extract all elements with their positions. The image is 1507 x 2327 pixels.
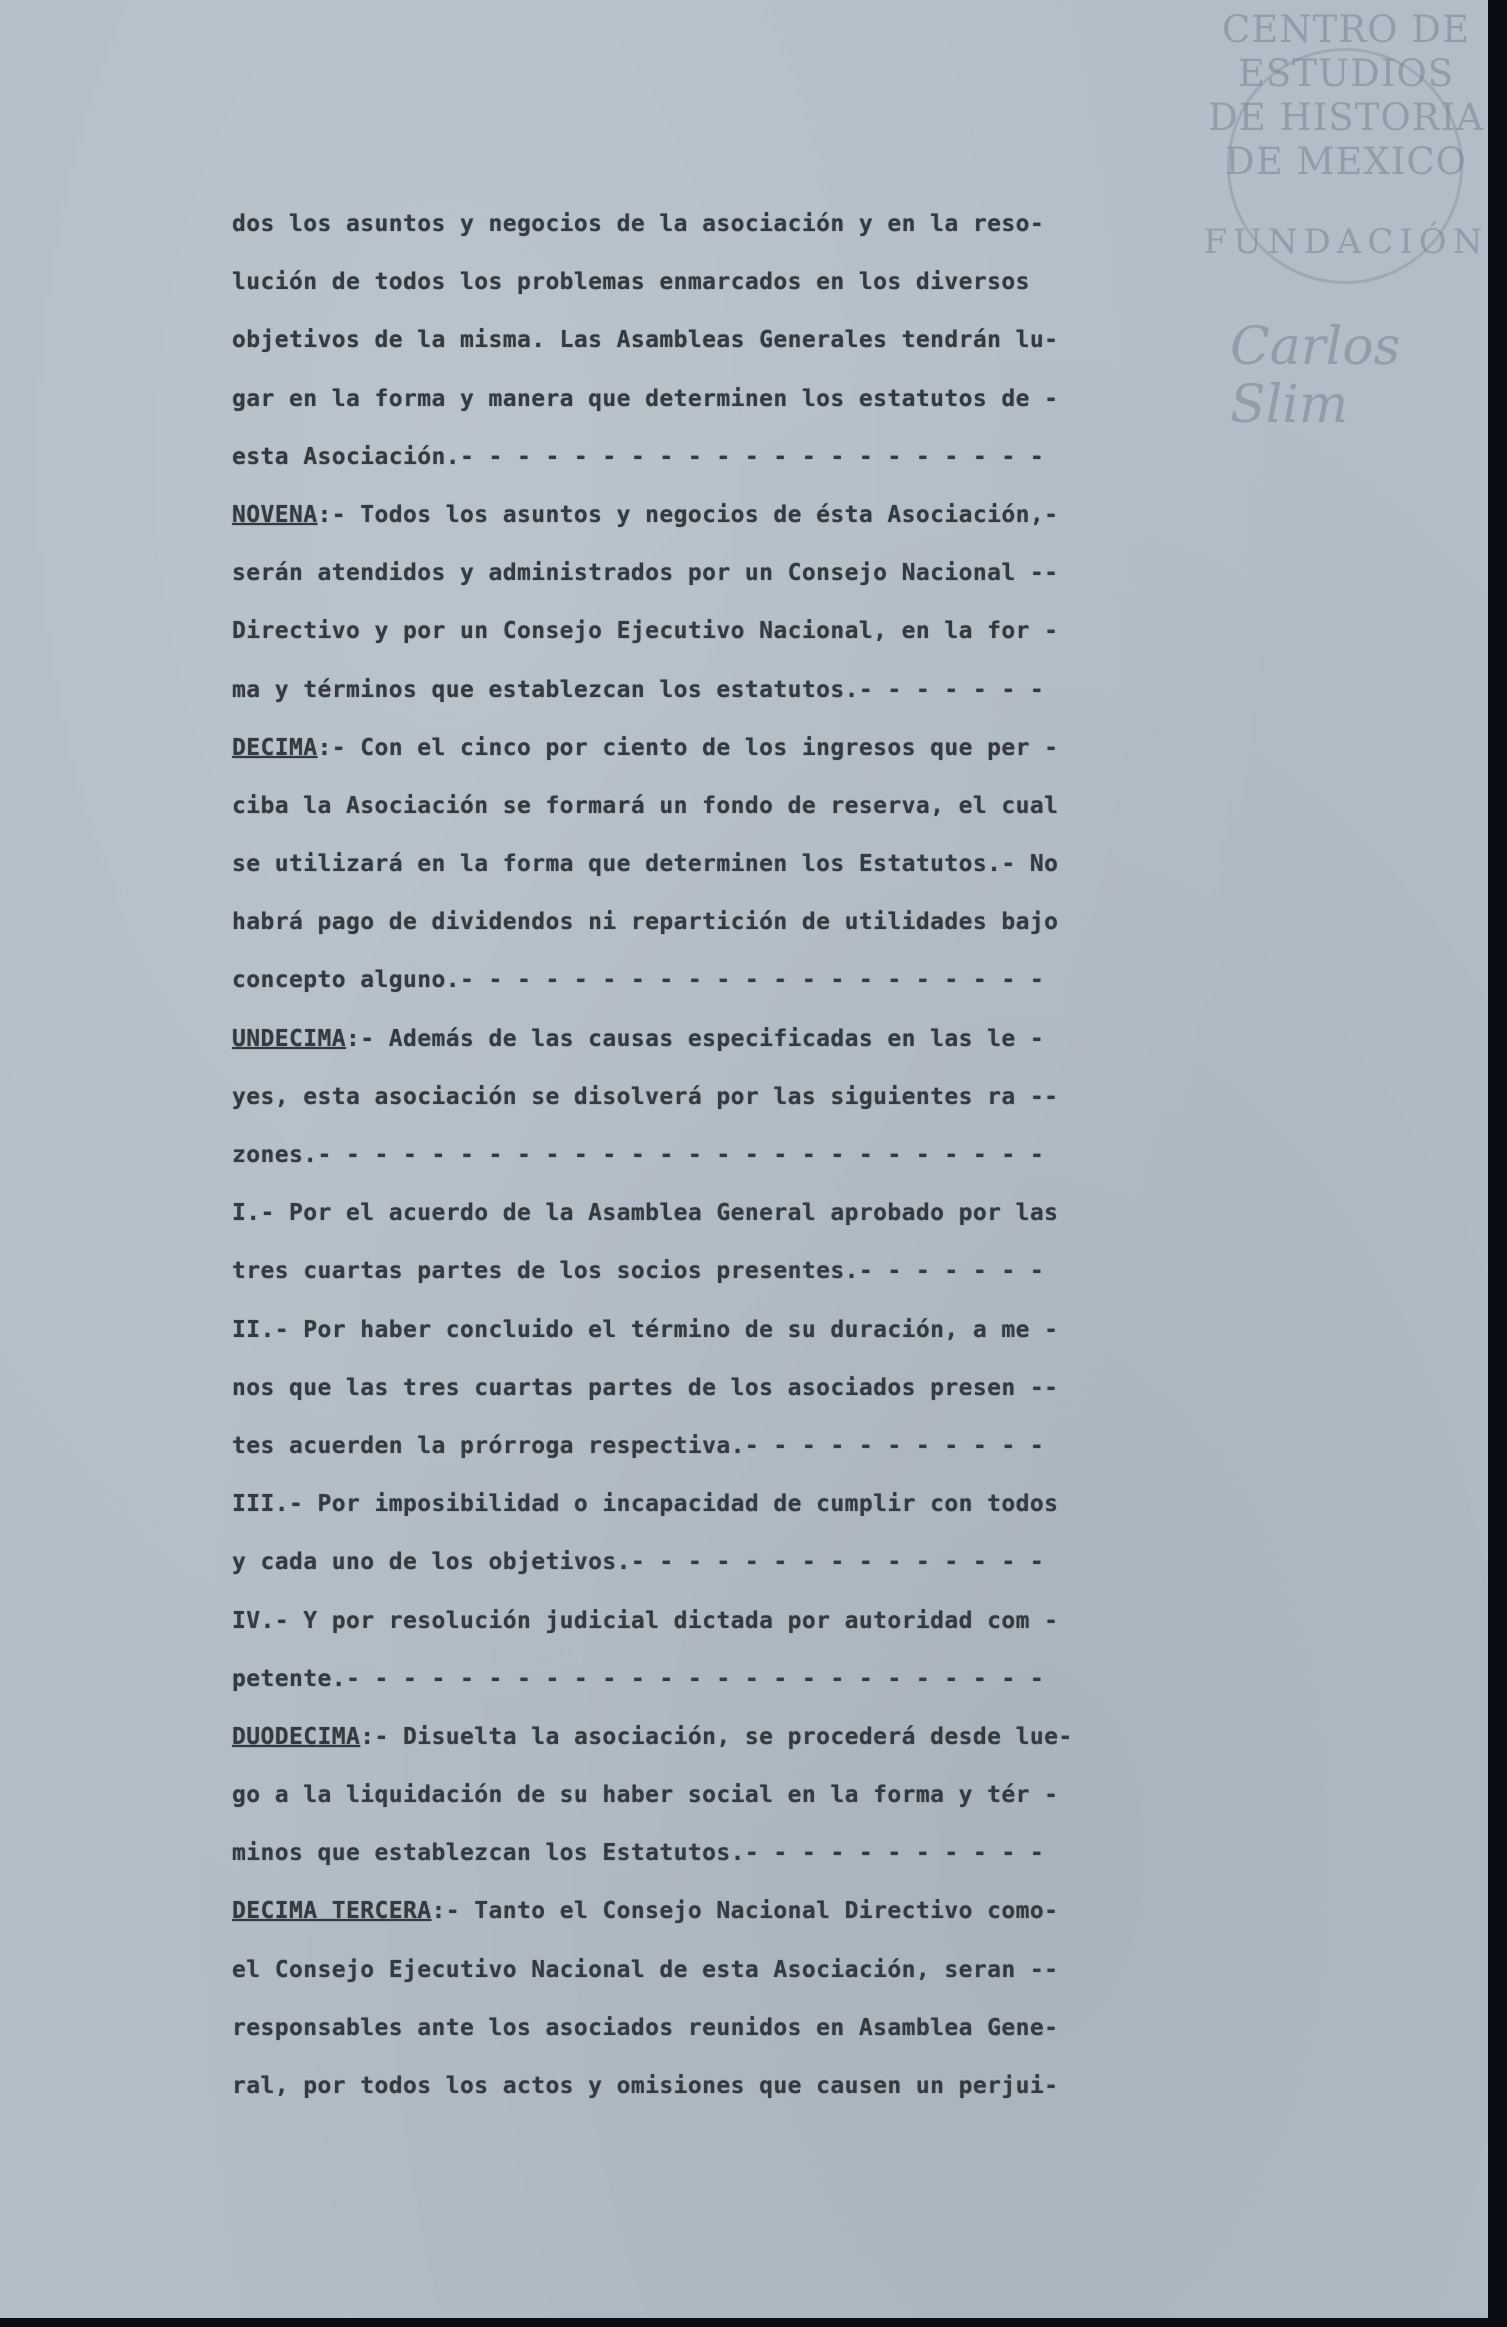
- text-line: [232, 1766, 1292, 1824]
- text-line: [232, 893, 1292, 951]
- text-line: [232, 1882, 1292, 1940]
- line-text: yes, esta asociación se disolverá por las siguientes ra --: [232, 1083, 1059, 1110]
- text-line: [232, 486, 1292, 544]
- text-line: [232, 1417, 1292, 1475]
- text-line: [232, 1126, 1292, 1184]
- text-line: [232, 1592, 1292, 1650]
- text-line: [232, 195, 1292, 253]
- line-text: ma y términos que establezcan los estatutos.- - - - - - -: [232, 676, 1045, 703]
- line-text: III.- Por imposibilidad o incapacidad de cumplir con todos: [232, 1491, 1059, 1518]
- watermark-signature: Carlos Slim: [1230, 317, 1401, 435]
- line-text: lución de todos los problemas enmarcados en los diversos: [232, 269, 1030, 296]
- text-line: [232, 1708, 1292, 1766]
- text-line: [232, 2057, 1292, 2115]
- text-line: [232, 1533, 1292, 1591]
- text-line: [232, 428, 1292, 486]
- line-text: :- Además de las causas especificadas en las le -: [345, 1025, 1045, 1052]
- text-line: [232, 544, 1292, 602]
- clause-heading: NOVENA: [232, 501, 318, 528]
- typed-text-body: [232, 195, 1292, 2115]
- text-line: [232, 1999, 1292, 2057]
- clause-heading: DUODECIMA: [232, 1723, 361, 1750]
- line-text: Directivo y por un Consejo Ejecutivo Nacional, en la for -: [232, 618, 1059, 645]
- text-line: [232, 1301, 1292, 1359]
- text-line: [232, 1475, 1292, 1533]
- line-text: dos los asuntos y negocios de la asociación y en la reso-: [232, 211, 1045, 237]
- line-text: concepto alguno.- - - - - - - - - - - - - - - - - - - - -: [232, 967, 1045, 994]
- text-line: [232, 835, 1292, 893]
- line-text: minos que establezcan los Estatutos.- - - - - - - - - - -: [232, 1840, 1045, 1867]
- line-text: ciba la Asociación se formará un fondo de reserva, el cual: [232, 792, 1059, 819]
- line-text: :- Todos los asuntos y negocios de ésta Asociación,-: [317, 501, 1059, 528]
- watermark-line-3: DE HISTORIA: [1208, 96, 1484, 139]
- line-text: y cada uno de los objetivos.- - - - - - - - - - - - - - -: [232, 1549, 1045, 1576]
- line-text: nos que las tres cuartas partes de los asociados presen --: [232, 1374, 1059, 1401]
- line-text: I.- Por el acuerdo de la Asamblea General aprobado por las: [232, 1200, 1059, 1227]
- watermark-line-4: DE MEXICO: [1225, 140, 1467, 183]
- line-text: zones.- - - - - - - - - - - - - - - - - - - - - - - - - -: [232, 1142, 1045, 1168]
- line-text: go a la liquidación de su haber social en la forma y tér -: [232, 1782, 1059, 1809]
- line-text: :- Tanto el Consejo Nacional Directivo como-: [431, 1898, 1059, 1925]
- line-text: tes acuerden la prórroga respectiva.- - - - - - - - - - -: [232, 1432, 1045, 1459]
- text-line: [232, 777, 1292, 835]
- text-line: [232, 951, 1292, 1009]
- line-text: objetivos de la misma. Las Asambleas Generales tendrán lu-: [232, 327, 1059, 354]
- clause-heading: UNDECIMA: [232, 1025, 346, 1052]
- text-line: [232, 1359, 1292, 1417]
- text-line: [232, 1184, 1292, 1242]
- line-text: tres cuartas partes de los socios presentes.- - - - - - -: [232, 1258, 1045, 1285]
- line-text: :- Con el cinco por ciento de los ingresos que per -: [317, 734, 1059, 761]
- watermark-line-2: ESTUDIOS: [1237, 52, 1455, 95]
- line-text: el Consejo Ejecutivo Nacional de esta Asociación, seran --: [232, 1956, 1059, 1983]
- text-line: [232, 719, 1292, 777]
- text-line: [232, 253, 1292, 311]
- watermark-foundation: FUNDACIÓN: [1203, 222, 1489, 262]
- text-line: [232, 1650, 1292, 1708]
- text-line: [232, 602, 1292, 660]
- line-text: :- Disuelta la asociación, se procederá desde lue-: [360, 1723, 1073, 1750]
- text-line: [232, 311, 1292, 369]
- line-text: petente.- - - - - - - - - - - - - - - - - - - - - - - - -: [232, 1665, 1045, 1692]
- line-text: habrá pago de dividendos ni repartición de utilidades bajo: [232, 909, 1059, 936]
- line-text: responsables ante los asociados reunidos en Asamblea Gene-: [232, 2014, 1059, 2041]
- line-text: IV.- Y por resolución judicial dictada por autoridad com -: [232, 1607, 1059, 1634]
- clause-heading: DECIMA TERCERA: [232, 1898, 432, 1925]
- line-text: gar en la forma y manera que determinen los estatutos de -: [232, 385, 1059, 412]
- watermark-line-1: CENTRO DE: [1221, 8, 1470, 51]
- text-line: [232, 1824, 1292, 1882]
- text-line: [232, 370, 1292, 428]
- line-text: serán atendidos y administrados por un Consejo Nacional --: [232, 560, 1059, 587]
- line-text: ral, por todos los actos y omisiones que causen un perjui-: [232, 2073, 1059, 2099]
- text-line: [232, 1242, 1292, 1300]
- text-line: [232, 661, 1292, 719]
- text-line: [232, 1068, 1292, 1126]
- text-line: [232, 1941, 1292, 1999]
- clause-heading: DECIMA: [232, 734, 318, 761]
- line-text: se utilizará en la forma que determinen los Estatutos.- No: [232, 851, 1059, 878]
- line-text: II.- Por haber concluido el término de su duración, a me -: [232, 1316, 1059, 1343]
- line-text: esta Asociación.- - - - - - - - - - - - - - - - - - - - -: [232, 443, 1045, 470]
- text-line: [232, 1010, 1292, 1068]
